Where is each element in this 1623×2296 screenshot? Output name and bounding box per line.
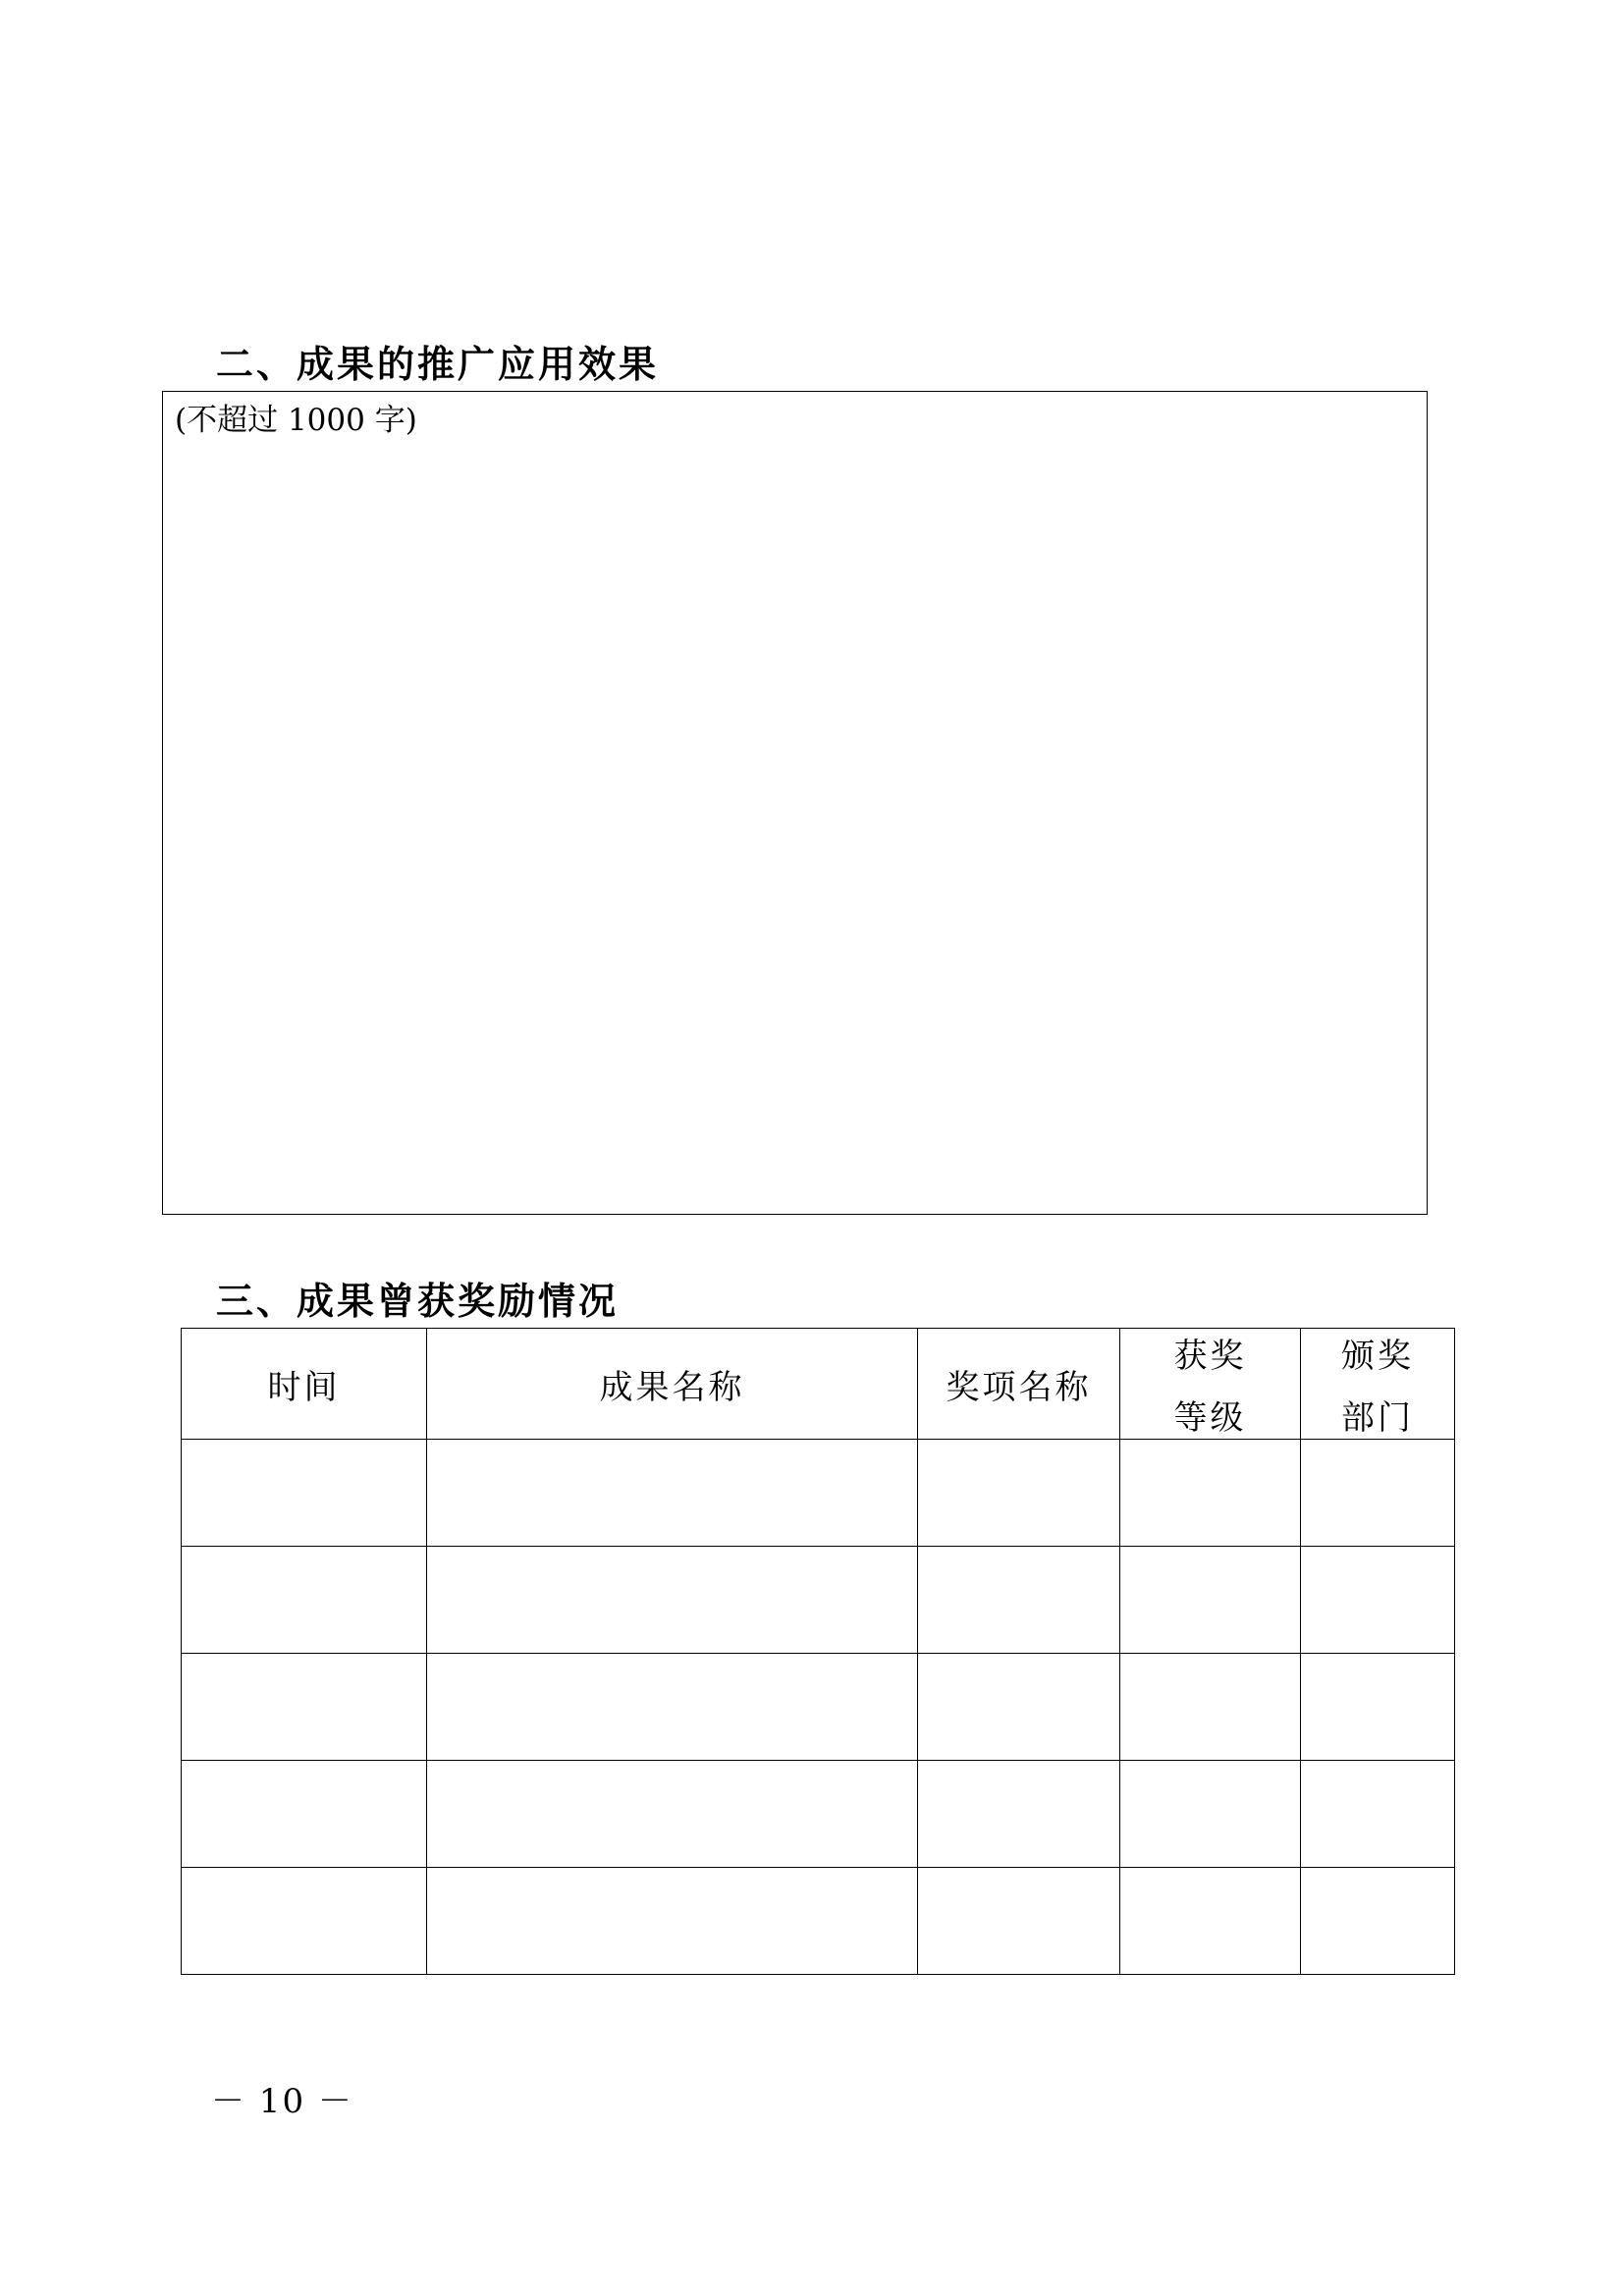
header-award-level-line2: 等级: [1173, 1398, 1247, 1438]
cell-achievement-name[interactable]: [427, 1547, 918, 1654]
header-award-name-label: 奖项名称: [946, 1367, 1092, 1407]
section-2-heading: 二、成果的推广应用效果: [216, 342, 660, 386]
header-time: [182, 1329, 427, 1440]
header-achievement-name: [427, 1329, 918, 1440]
table-row: [182, 1654, 1455, 1761]
cell-award-level[interactable]: [1120, 1440, 1301, 1547]
table-row: [182, 1440, 1455, 1547]
cell-awarding-department[interactable]: [1301, 1547, 1455, 1654]
cell-achievement-name[interactable]: [427, 1654, 918, 1761]
header-award-name: [918, 1329, 1120, 1440]
header-achievement-name-label: 成果名称: [599, 1367, 745, 1407]
cell-awarding-department[interactable]: [1301, 1654, 1455, 1761]
cell-time[interactable]: [182, 1654, 427, 1761]
cell-award-name[interactable]: [918, 1654, 1120, 1761]
cell-award-name[interactable]: [918, 1868, 1120, 1975]
cell-award-level[interactable]: [1120, 1547, 1301, 1654]
word-limit-note: (不超过 1000 字): [175, 403, 417, 438]
cell-achievement-name[interactable]: [427, 1440, 918, 1547]
header-time-label: 时间: [267, 1367, 341, 1407]
cell-award-name[interactable]: [918, 1440, 1120, 1547]
cell-time[interactable]: [182, 1440, 427, 1547]
cell-award-level[interactable]: [1120, 1654, 1301, 1761]
section-3-heading: 三、成果曾获奖励情况: [216, 1279, 620, 1323]
cell-time[interactable]: [182, 1547, 427, 1654]
cell-awarding-department[interactable]: [1301, 1761, 1455, 1868]
cell-time[interactable]: [182, 1868, 427, 1975]
cell-awarding-department[interactable]: [1301, 1440, 1455, 1547]
header-awarding-department-line1: 颁奖: [1341, 1337, 1414, 1376]
cell-awarding-department[interactable]: [1301, 1868, 1455, 1975]
header-award-level-line1: 获奖: [1173, 1337, 1247, 1376]
cell-award-name[interactable]: [918, 1547, 1120, 1654]
awards-table-header-row: [182, 1329, 1455, 1440]
cell-award-level[interactable]: [1120, 1761, 1301, 1868]
cell-award-name[interactable]: [918, 1761, 1120, 1868]
header-awarding-department-line2: 部门: [1341, 1398, 1414, 1438]
table-row: [182, 1761, 1455, 1868]
header-award-level: [1120, 1329, 1301, 1440]
awards-table: [181, 1328, 1455, 1975]
table-row: [182, 1547, 1455, 1654]
cell-achievement-name[interactable]: [427, 1761, 918, 1868]
table-row: [182, 1868, 1455, 1975]
cell-time[interactable]: [182, 1761, 427, 1868]
page-number: － 10 －: [211, 2082, 353, 2121]
header-awarding-department: [1301, 1329, 1455, 1440]
cell-achievement-name[interactable]: [427, 1868, 918, 1975]
cell-award-level[interactable]: [1120, 1868, 1301, 1975]
promotion-effect-textarea[interactable]: [162, 391, 1428, 1215]
